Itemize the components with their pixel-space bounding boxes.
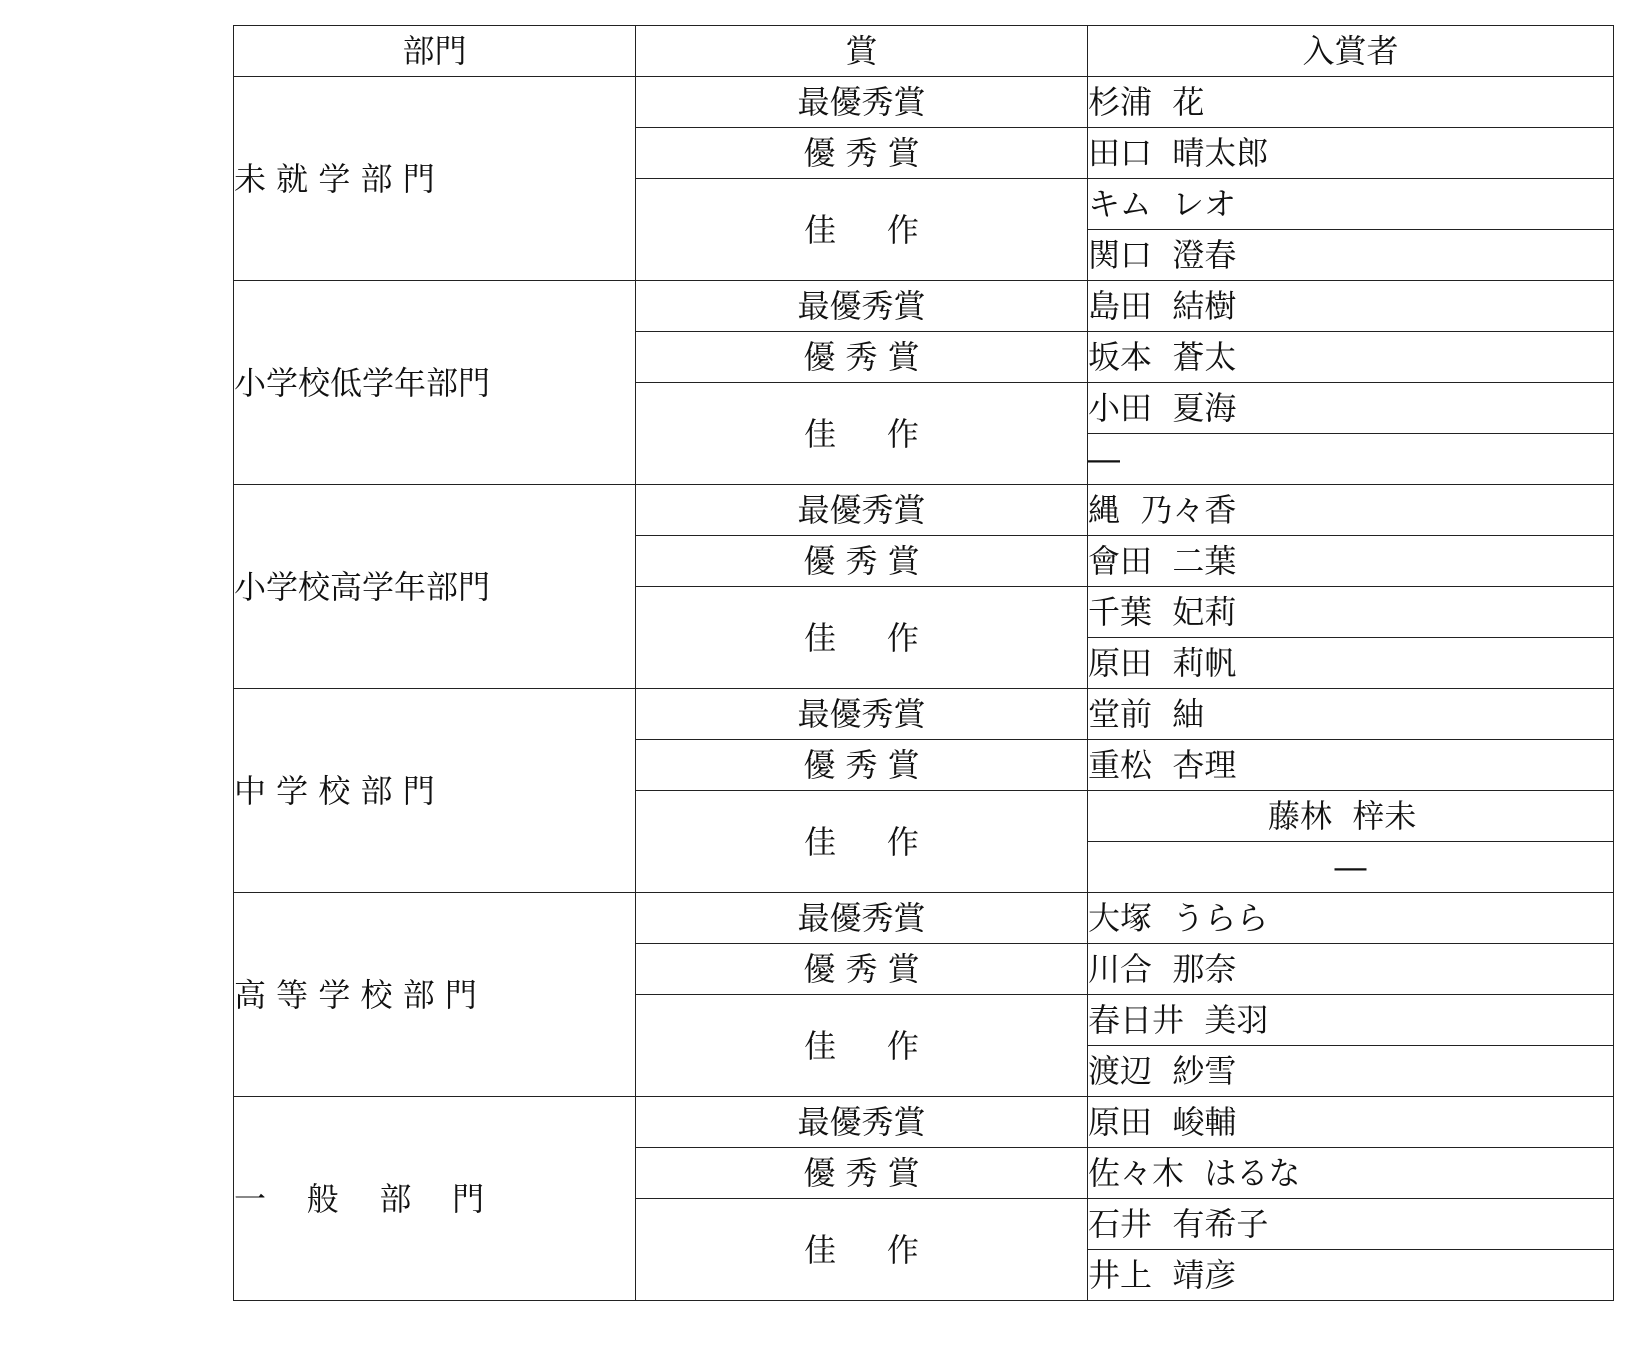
prize-cell: 最優秀賞 <box>636 893 1088 944</box>
prize-cell: 優 秀 賞 <box>636 332 1088 383</box>
header-department: 部門 <box>234 26 636 77</box>
prize-cell: 佳 作 <box>636 587 1088 689</box>
winner-cell: 坂本 蒼太 <box>1088 332 1614 383</box>
prize-cell: 優 秀 賞 <box>636 740 1088 791</box>
award-winners-table <box>233 25 1614 1301</box>
winner-cell: 杉浦 花 <box>1088 77 1614 128</box>
winner-cell: 千葉 妃莉 <box>1088 587 1614 638</box>
header-prize: 賞 <box>636 26 1088 77</box>
winner-cell: 原田 峻輔 <box>1088 1097 1614 1148</box>
winner-cell: 大塚 うらら <box>1088 893 1614 944</box>
table-row <box>234 689 1614 740</box>
prize-cell: 佳 作 <box>636 1199 1088 1301</box>
winner-cell: 佐々木 はるな <box>1088 1148 1614 1199</box>
prize-cell: 優 秀 賞 <box>636 944 1088 995</box>
header-winner: 入賞者 <box>1088 26 1614 77</box>
prize-cell: 最優秀賞 <box>636 485 1088 536</box>
winner-cell: 島田 結樹 <box>1088 281 1614 332</box>
prize-cell: 最優秀賞 <box>636 281 1088 332</box>
winner-cell: 関口 澄春 <box>1088 230 1614 281</box>
winner-cell: 川合 那奈 <box>1088 944 1614 995</box>
table-row <box>234 281 1614 332</box>
winner-cell: 小田 夏海 <box>1088 383 1614 434</box>
winner-cell: 石井 有希子 <box>1088 1199 1614 1250</box>
winner-cell-empty: ― <box>1088 842 1614 893</box>
table-row <box>234 485 1614 536</box>
prize-cell: 佳 作 <box>636 791 1088 893</box>
winner-cell: 田口 晴太郎 <box>1088 128 1614 179</box>
winner-cell: 重松 杏理 <box>1088 740 1614 791</box>
winner-cell: 井上 靖彦 <box>1088 1250 1614 1301</box>
table-row <box>234 77 1614 128</box>
winner-cell: 會田 二葉 <box>1088 536 1614 587</box>
header-row <box>234 26 1614 77</box>
department-cell: 高 等 学 校 部 門 <box>234 893 636 1097</box>
winner-cell: 春日井 美羽 <box>1088 995 1614 1046</box>
prize-cell: 最優秀賞 <box>636 1097 1088 1148</box>
table-row <box>234 893 1614 944</box>
prize-cell: 最優秀賞 <box>636 689 1088 740</box>
winner-cell: 原田 莉帆 <box>1088 638 1614 689</box>
prize-cell: 最優秀賞 <box>636 77 1088 128</box>
winner-cell: 渡辺 紗雪 <box>1088 1046 1614 1097</box>
table-row <box>234 1097 1614 1148</box>
prize-cell: 佳 作 <box>636 995 1088 1097</box>
department-cell: 未 就 学 部 門 <box>234 77 636 281</box>
winner-cell: 縄 乃々香 <box>1088 485 1614 536</box>
department-cell: 一 般 部 門 <box>234 1097 636 1301</box>
department-cell: 中 学 校 部 門 <box>234 689 636 893</box>
prize-cell: 佳 作 <box>636 383 1088 485</box>
winner-cell-empty: ― <box>1088 434 1614 485</box>
prize-cell: 佳 作 <box>636 179 1088 281</box>
department-cell: 小学校高学年部門 <box>234 485 636 689</box>
prize-cell: 優 秀 賞 <box>636 128 1088 179</box>
department-cell: 小学校低学年部門 <box>234 281 636 485</box>
winner-cell: 藤林 梓未 <box>1088 791 1614 842</box>
winner-cell: 堂前 紬 <box>1088 689 1614 740</box>
winner-cell: キム レオ <box>1088 179 1614 230</box>
prize-cell: 優 秀 賞 <box>636 1148 1088 1199</box>
prize-cell: 優 秀 賞 <box>636 536 1088 587</box>
